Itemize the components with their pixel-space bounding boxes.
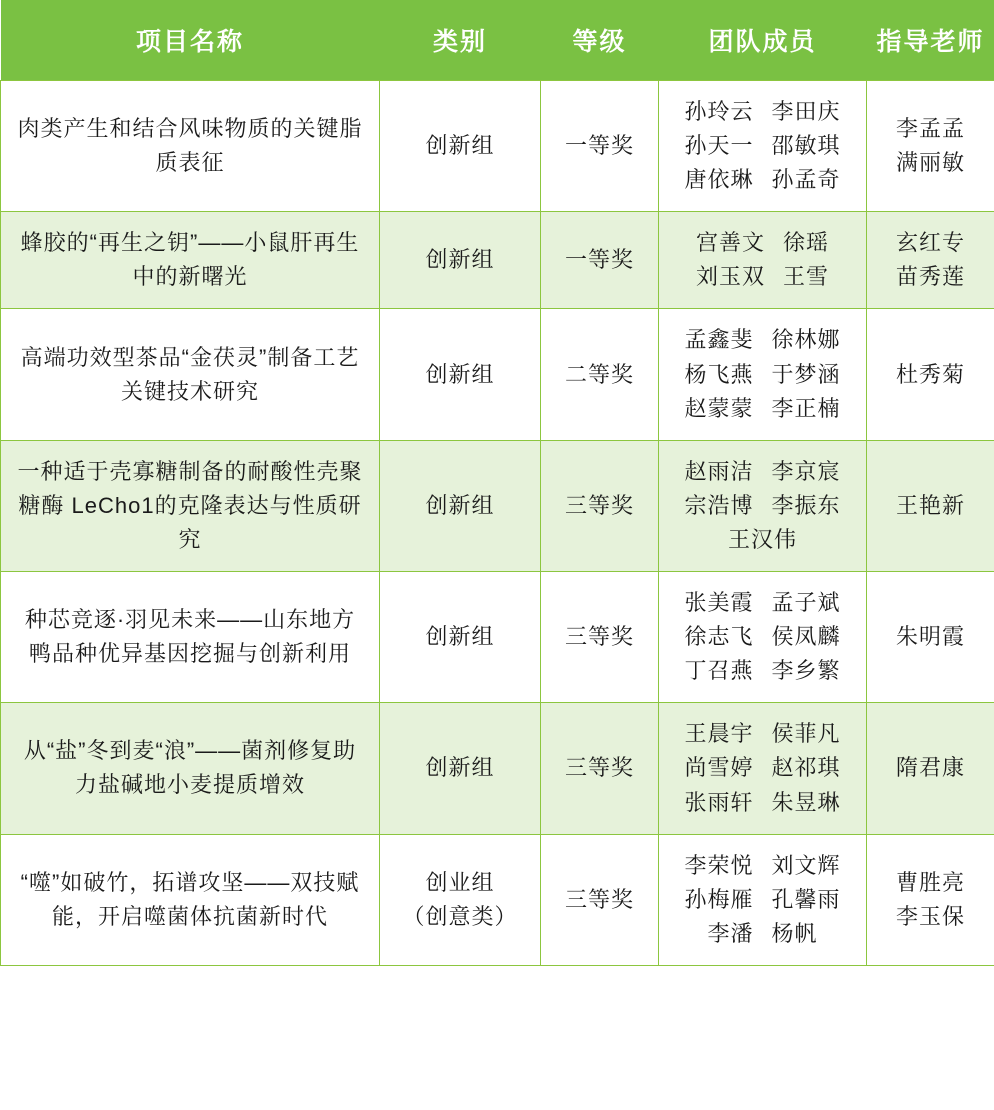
cell-team-members: [659, 309, 867, 440]
team-member-name: 刘玉双: [695, 264, 765, 290]
team-member-name: 侯凤麟: [771, 624, 841, 650]
team-member-name: 赵祁琪: [771, 755, 841, 781]
team-member-name: 尚雪婷: [684, 755, 754, 781]
cell-team-members: [659, 703, 867, 834]
cell-level: 三等奖: [541, 440, 659, 571]
team-member-name: 孙孟奇: [771, 167, 841, 193]
team-member-name: 孟鑫斐: [684, 327, 754, 353]
cell-mentor: [867, 212, 994, 309]
table-row: [1, 212, 994, 309]
team-member-name: 朱昱琳: [771, 789, 841, 815]
cell-level: 三等奖: [541, 703, 659, 834]
team-member-name: 李正楠: [771, 395, 841, 421]
team-member-name: 李潘: [707, 920, 754, 946]
mentor-name: 玄红专: [895, 230, 965, 256]
team-member-name: 杨飞燕: [684, 361, 754, 387]
cell-project-name: 一种适于壳寡糖制备的耐酸性壳聚糖酶 LeCho1的克隆表达与性质研究: [1, 440, 380, 571]
team-member-line: [684, 917, 840, 951]
mentor-name: 李孟孟: [895, 116, 965, 142]
team-member-name: 宗浩博: [684, 492, 754, 518]
team-member-name: 徐瑶: [783, 230, 830, 256]
cell-team-members: [659, 81, 867, 212]
team-member-list: [684, 323, 840, 425]
team-member-list: [696, 226, 829, 294]
cell-level: 一等奖: [541, 212, 659, 309]
team-member-list: [684, 717, 840, 819]
table-row: [1, 81, 994, 212]
team-member-name: 李振东: [771, 492, 841, 518]
team-member-list: [684, 849, 840, 951]
mentor-name: 王艳新: [895, 492, 965, 518]
category-line: 创业组: [425, 869, 495, 895]
team-member-name: 孙梅雁: [684, 886, 754, 912]
team-member-name: 王雪: [783, 264, 830, 290]
team-member-line: [684, 95, 840, 129]
cell-category: 创新组: [380, 309, 541, 440]
team-member-line: [684, 323, 840, 357]
team-member-name: 孔馨雨: [771, 886, 841, 912]
team-member-name: 张雨轩: [684, 789, 754, 815]
cell-category: [380, 834, 541, 965]
mentor-name: 杜秀菊: [895, 361, 965, 387]
team-member-name: 徐林娜: [771, 327, 841, 353]
team-member-line: [684, 358, 840, 392]
cell-level: 二等奖: [541, 309, 659, 440]
team-member-name: 于梦涵: [771, 361, 841, 387]
table-row: [1, 309, 994, 440]
team-member-line: [684, 717, 840, 751]
table-header-row: [1, 0, 994, 81]
team-member-name: 孟子斌: [771, 590, 841, 616]
team-member-name: 李田庆: [771, 99, 841, 124]
team-member-line: [684, 586, 840, 620]
cell-category: 创新组: [380, 440, 541, 571]
cell-team-members: [659, 834, 867, 965]
cell-project-name: 从“盐”冬到麦“浪”——菌剂修复助力盐碱地小麦提质增效: [1, 703, 380, 834]
team-member-name: 张美霞: [684, 590, 754, 616]
team-member-name: 赵蒙蒙: [684, 395, 754, 421]
cell-mentor: [867, 440, 994, 571]
cell-mentor: [867, 572, 994, 703]
team-member-line: [696, 226, 829, 260]
team-member-name: 李乡繁: [771, 658, 841, 684]
column-header-level: 等级: [541, 0, 659, 81]
team-member-line: [684, 849, 840, 883]
team-member-line: [684, 129, 840, 163]
team-member-name: 唐依琳: [684, 167, 754, 193]
category-line: （创意类）: [402, 903, 518, 929]
team-member-name: 丁召燕: [684, 658, 754, 684]
team-member-name: 李荣悦: [684, 852, 754, 878]
team-member-name: 杨帆: [771, 920, 818, 946]
team-member-line: [684, 883, 840, 917]
team-member-list: [684, 95, 840, 197]
team-member-name: 孙玲云: [684, 99, 754, 124]
team-member-line: [684, 489, 840, 523]
mentor-name: 曹胜亮: [895, 869, 965, 895]
cell-project-name: 种芯竞逐·羽见未来——山东地方鸭品种优异基因挖掘与创新利用: [1, 572, 380, 703]
cell-team-members: [659, 440, 867, 571]
team-member-line: [684, 455, 840, 489]
team-member-name: 邵敏琪: [771, 133, 841, 159]
team-member-list: [684, 586, 840, 688]
table-body: [1, 81, 994, 966]
team-member-line: [684, 163, 840, 197]
team-member-name: 徐志飞: [684, 624, 754, 650]
cell-category: 创新组: [380, 703, 541, 834]
table-row: [1, 703, 994, 834]
cell-project-name: 肉类产生和结合风味物质的关键脂质表征: [1, 81, 380, 212]
cell-mentor: [867, 703, 994, 834]
mentor-name: 李玉保: [895, 903, 965, 929]
cell-category: 创新组: [380, 212, 541, 309]
team-member-line: [684, 523, 840, 557]
team-member-name: 赵雨洁: [684, 458, 754, 484]
cell-team-members: [659, 572, 867, 703]
cell-category: 创新组: [380, 572, 541, 703]
team-member-line: [684, 751, 840, 785]
column-header-project-name: 项目名称: [1, 0, 380, 81]
cell-project-name: 蜂胶的“再生之钥”——小鼠肝再生中的新曙光: [1, 212, 380, 309]
team-member-name: 宫善文: [695, 230, 765, 256]
team-member-name: 李京宸: [771, 458, 841, 484]
team-member-line: [684, 654, 840, 688]
cell-project-name: “噬”如破竹，拓谱攻坚——双技赋能，开启噬菌体抗菌新时代: [1, 834, 380, 965]
team-member-name: 侯菲凡: [771, 721, 841, 747]
team-member-list: [684, 455, 840, 557]
cell-level: 三等奖: [541, 572, 659, 703]
column-header-mentor: 指导老师: [867, 0, 994, 81]
mentor-name: 满丽敏: [895, 150, 965, 176]
team-member-name: 王汉伟: [727, 526, 797, 552]
column-header-category: 类别: [380, 0, 541, 81]
cell-level: 三等奖: [541, 834, 659, 965]
team-member-line: [696, 260, 829, 294]
mentor-name: 隋君康: [895, 755, 965, 781]
team-member-name: 孙天一: [684, 133, 754, 159]
team-member-line: [684, 620, 840, 654]
cell-project-name: 高端功效型茶品“金茯灵”制备工艺关键技术研究: [1, 309, 380, 440]
cell-team-members: [659, 212, 867, 309]
team-member-line: [684, 392, 840, 426]
table-header: [1, 0, 994, 81]
cell-level: 一等奖: [541, 81, 659, 212]
team-member-name: 王晨宇: [684, 721, 754, 747]
cell-mentor: [867, 81, 994, 212]
cell-mentor: [867, 309, 994, 440]
team-member-line: [684, 786, 840, 820]
team-member-name: 刘文辉: [771, 852, 841, 878]
table-row: [1, 572, 994, 703]
mentor-name: 苗秀莲: [895, 264, 965, 290]
cell-mentor: [867, 834, 994, 965]
table-row: [1, 834, 994, 965]
cell-category: 创新组: [380, 81, 541, 212]
table-row: [1, 440, 994, 571]
mentor-name: 朱明霞: [895, 624, 965, 650]
column-header-team-members: 团队成员: [659, 0, 867, 81]
